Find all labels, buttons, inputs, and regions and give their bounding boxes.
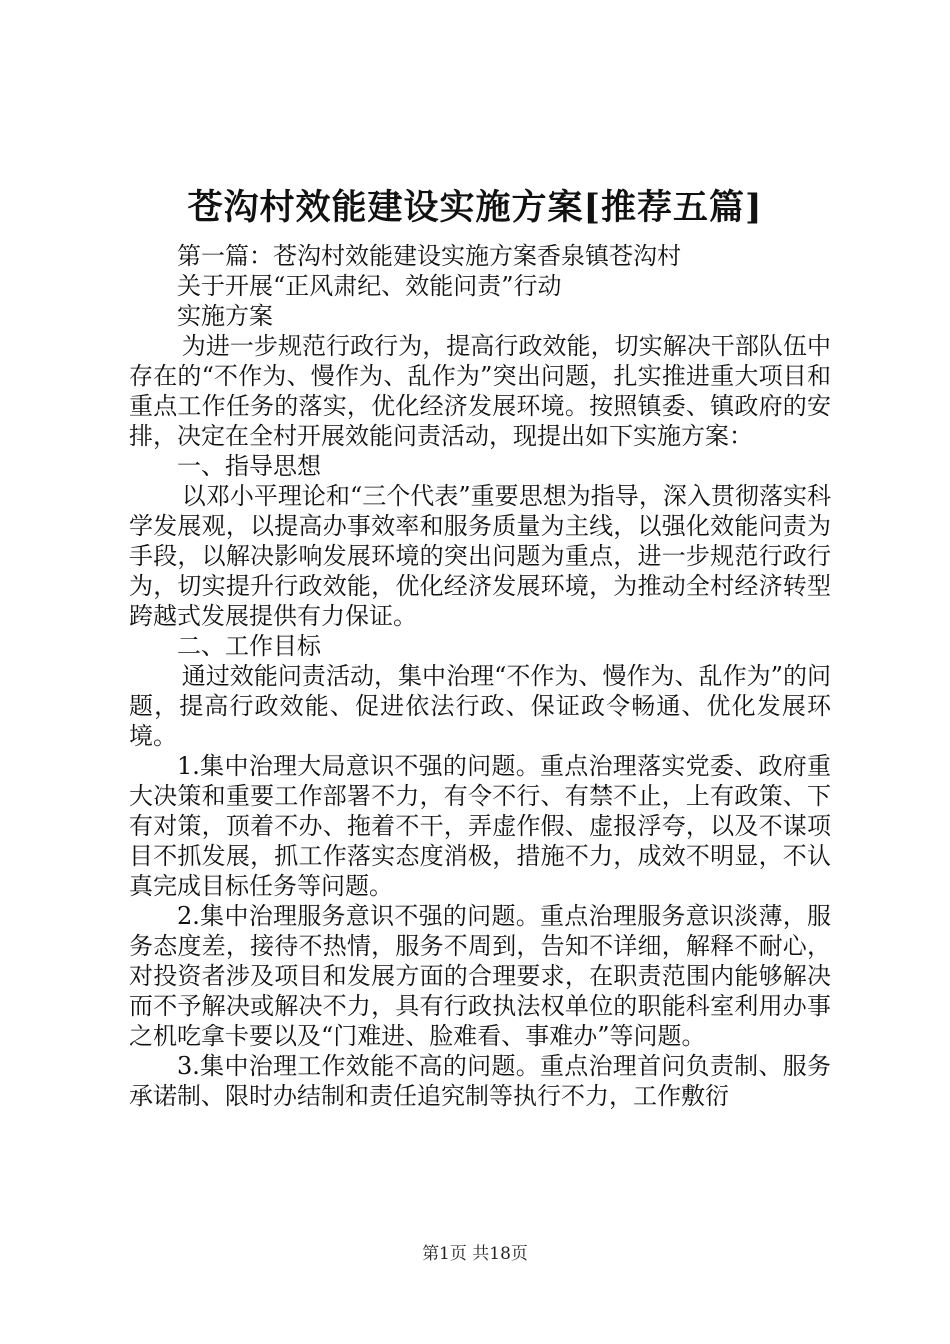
paragraph-chapter-heading: 第一篇：苍沟村效能建设实施方案香泉镇苍沟村 xyxy=(177,242,681,270)
page-number-footer: 第1页 共18页 xyxy=(422,1244,528,1264)
paragraph-plan-label: 实施方案 xyxy=(177,302,273,330)
section-heading-work-goals: 二、工作目标 xyxy=(177,632,321,660)
document-body xyxy=(129,241,831,1111)
paragraph-item-1: 1.集中治理大局意识不强的问题。重点治理落实党委、政府重大决策和重要工作部署不力，有令不行、有禁不止，上有政策、下有对策，顶着不办、拖着不干，弄虚作假、虚报浮夸，以及不谋项目不抓发展，抓工作落实态度消极，措施不力，成效不明显，不认真完成目标任务等问题。 xyxy=(129,752,831,900)
paragraph-item-3: 3.集中治理工作效能不高的问题。重点治理首问负责制、服务承诺制、限时办结制和责任追究制等执行不力，工作敷衍 xyxy=(129,1052,831,1110)
document-title: 苍沟村效能建设实施方案[推荐五篇] xyxy=(187,187,763,228)
paragraph-work-goals: 通过效能问责活动，集中治理“不作为、慢作为、乱作为”的问题，提高行政效能、促进依法行政、保证政令畅通、优化发展环境。 xyxy=(129,662,831,750)
paragraph-guiding-thought: 以邓小平理论和“三个代表”重要思想为指导，深入贯彻落实科学发展观，以提高办事效率和服务质量为主线，以强化效能问责为手段，以解决影响发展环境的突出问题为重点，进一步规范行政行为，切实提升行政效能，优化经济发展环境，为推动全村经济转型跨越式发展提供有力保证。 xyxy=(129,482,831,630)
paragraph-subheading: 关于开展“正风肃纪、效能问责”行动 xyxy=(177,272,562,300)
section-heading-guiding-thought: 一、指导思想 xyxy=(177,452,321,480)
paragraph-intro: 为进一步规范行政行为，提高行政效能，切实解决干部队伍中存在的“不作为、慢作为、乱作为”突出问题，扎实推进重大项目和重点工作任务的落实，优化经济发展环境。按照镇委、镇政府的安排，决定在全村开展效能问责活动，现提出如下实施方案： xyxy=(129,332,831,450)
paragraph-item-2: 2.集中治理服务意识不强的问题。重点治理服务意识淡薄，服务态度差，接待不热情，服务不周到，告知不详细，解释不耐心，对投资者涉及项目和发展方面的合理要求，在职责范围内能够解决而不予解决或解决不力，具有行政执法权单位的职能科室利用办事之机吃拿卡要以及“门难进、脸难看、事难办”等问题。 xyxy=(129,902,831,1050)
